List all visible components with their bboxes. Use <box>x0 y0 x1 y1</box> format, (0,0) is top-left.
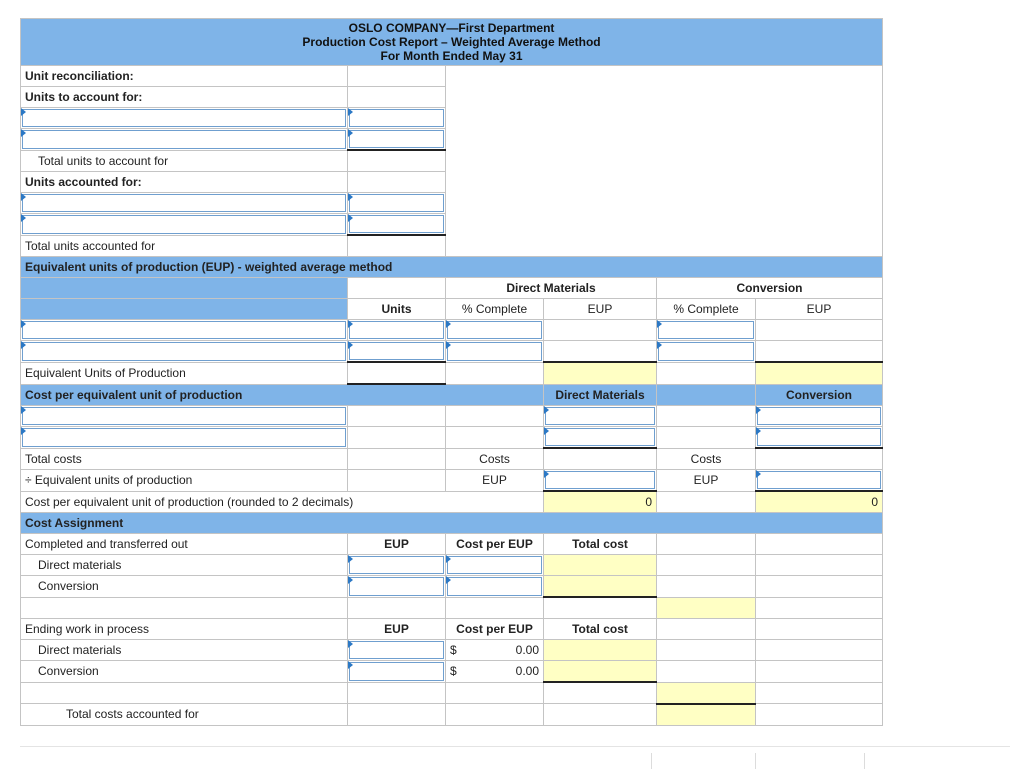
eup-conv-pct-input-2[interactable] <box>657 341 756 363</box>
cost-per-eup-title-row <box>21 384 883 406</box>
units-to-account-label: Units to account for: <box>21 87 348 108</box>
report-title: Production Cost Report – Weighted Average Method <box>302 35 601 49</box>
units-to-account-value-input-1[interactable] <box>348 108 446 129</box>
eup-title-row <box>21 257 883 278</box>
cost-dm-input-2[interactable] <box>544 427 657 449</box>
cost-per-eup-result-label: Cost per equivalent unit of production (rounded to 2 decimals) <box>21 491 544 513</box>
units-to-account-value-input-2[interactable] <box>348 129 446 151</box>
eup-label-input-1[interactable] <box>21 320 348 341</box>
divide-eup-row <box>21 470 883 492</box>
completed-dm-total-cost <box>544 555 657 576</box>
company-title: OSLO COMPANY—First Department <box>348 21 555 35</box>
report-period: For Month Ended May 31 <box>380 49 523 63</box>
currency-symbol: $ <box>450 664 457 679</box>
eup-conv-total <box>756 362 883 384</box>
eup-dm-pct-complete-header: % Complete <box>446 299 544 320</box>
ewip-dm-total-cost <box>544 640 657 661</box>
dm-cost-per-eup-result: 0 <box>544 491 657 513</box>
completed-total-cost-header: Total cost <box>544 534 657 555</box>
completed-subtotal-row <box>21 597 883 619</box>
dm-eup-caption: EUP <box>446 470 544 492</box>
completed-total-cost <box>657 597 756 619</box>
unit-reconciliation-row <box>21 66 883 87</box>
ewip-conv-eup-input[interactable] <box>348 661 446 683</box>
ewip-conv-cost-per-eup <box>446 661 544 683</box>
ending-wip-header-row <box>21 619 883 640</box>
total-costs-row <box>21 448 883 470</box>
completed-transferred-header-row <box>21 534 883 555</box>
completed-eup-header: EUP <box>348 534 446 555</box>
eup-conv-eup-value-1 <box>756 320 883 341</box>
tab-divider <box>755 753 756 769</box>
eup-total-label: Equivalent Units of Production <box>21 362 348 384</box>
eup-dm-pct-input-2[interactable] <box>446 341 544 363</box>
units-accounted-label-input-2[interactable] <box>21 214 348 236</box>
eup-total-units <box>348 362 446 384</box>
unit-reconciliation-blank-area <box>446 66 883 257</box>
conv-eup-divisor-input[interactable] <box>756 470 883 492</box>
cost-label-input-2[interactable] <box>21 427 348 449</box>
cost-assignment-title: Cost Assignment <box>21 513 883 534</box>
currency-symbol: $ <box>450 643 457 657</box>
dm-total-costs-value <box>544 448 657 470</box>
dm-eup-divisor-input[interactable] <box>544 470 657 492</box>
completed-dm-eup-input[interactable] <box>348 555 446 576</box>
ewip-total-cost <box>657 682 756 704</box>
total-costs-accounted-row <box>21 704 883 726</box>
cost-per-eup-title: Cost per equivalent unit of production <box>21 384 544 406</box>
ewip-conv-total-cost <box>544 661 657 683</box>
dm-costs-caption: Costs <box>446 448 544 470</box>
total-units-to-account-value <box>348 150 446 172</box>
completed-conv-cost-per-eup-input[interactable] <box>446 576 544 598</box>
eup-conv-pct-input-1[interactable] <box>657 320 756 341</box>
cost-input-row-1 <box>21 406 883 427</box>
cost-label-input-1[interactable] <box>21 406 348 427</box>
eup-column-header-row <box>21 299 883 320</box>
ending-wip-label: Ending work in process <box>21 619 348 640</box>
eup-total-row <box>21 362 883 384</box>
units-to-account-label-input-2[interactable] <box>21 129 348 151</box>
total-units-accounted-label: Total units accounted for <box>21 235 348 257</box>
cost-input-row-2 <box>21 427 883 449</box>
cost-dm-input-1[interactable] <box>544 406 657 427</box>
eup-conv-eup-value-2 <box>756 341 883 363</box>
ewip-conv-row <box>21 661 883 683</box>
completed-dm-label: Direct materials <box>21 555 348 576</box>
completed-dm-row <box>21 555 883 576</box>
completed-conv-eup-input[interactable] <box>348 576 446 598</box>
conv-total-costs-value <box>756 448 883 470</box>
unit-reconciliation-title: Unit reconciliation: <box>21 66 348 87</box>
ewip-dm-label: Direct materials <box>21 640 348 661</box>
eup-dm-eup-value-1 <box>544 320 657 341</box>
ewip-conv-label: Conversion <box>21 661 348 683</box>
eup-units-input-2[interactable] <box>348 341 446 363</box>
total-units-accounted-value <box>348 235 446 257</box>
eup-dm-eup-header: EUP <box>544 299 657 320</box>
report-table <box>20 18 883 726</box>
eup-dm-pct-input-1[interactable] <box>446 320 544 341</box>
ewip-cost-per-eup-header: Cost per EUP <box>446 619 544 640</box>
eup-input-row-2 <box>21 341 883 363</box>
cost-conv-input-1[interactable] <box>756 406 883 427</box>
total-costs-accounted-value <box>657 704 756 726</box>
eup-conversion-group-header: Conversion <box>657 278 883 299</box>
completed-conv-label: Conversion <box>21 576 348 598</box>
eup-label-input-2[interactable] <box>21 341 348 363</box>
units-accounted-for-label: Units accounted for: <box>21 172 348 193</box>
total-costs-accounted-label: Total costs accounted for <box>21 704 348 726</box>
ewip-dm-row <box>21 640 883 661</box>
eup-dm-group-header: Direct Materials <box>446 278 657 299</box>
eup-title: Equivalent units of production (EUP) - weighted average method <box>21 257 883 278</box>
units-accounted-value-input-2[interactable] <box>348 214 446 236</box>
ewip-dm-eup-input[interactable] <box>348 640 446 661</box>
conv-cost-per-eup-result: 0 <box>756 491 883 513</box>
conv-eup-caption: EUP <box>657 470 756 492</box>
bottom-tab-strip <box>20 746 1010 769</box>
eup-group-header-row <box>21 278 883 299</box>
cost-assignment-title-row <box>21 513 883 534</box>
eup-conv-pct-complete-header: % Complete <box>657 299 756 320</box>
completed-conv-total-cost <box>544 576 657 598</box>
eup-conv-eup-header: EUP <box>756 299 883 320</box>
tab-divider <box>864 753 865 769</box>
cost-per-eup-conv-header: Conversion <box>756 384 883 406</box>
eup-dm-eup-value-2 <box>544 341 657 363</box>
eup-input-row-1 <box>21 320 883 341</box>
report-header <box>21 19 883 66</box>
eup-units-input-1[interactable] <box>348 320 446 341</box>
cost-per-eup-dm-header: Direct Materials <box>544 384 657 406</box>
ewip-total-cost-header: Total cost <box>544 619 657 640</box>
eup-units-header: Units <box>348 299 446 320</box>
tab-divider <box>651 753 652 769</box>
ewip-dm-cost-value: 0.00 <box>515 643 539 657</box>
ewip-dm-cost-per-eup <box>446 640 544 661</box>
ewip-conv-cost-value: 0.00 <box>515 664 539 679</box>
cost-per-eup-result-row <box>21 491 883 513</box>
total-units-to-account-label: Total units to account for <box>21 150 348 172</box>
completed-cost-per-eup-header: Cost per EUP <box>446 534 544 555</box>
ewip-subtotal-row <box>21 682 883 704</box>
completed-dm-cost-per-eup-input[interactable] <box>446 555 544 576</box>
completed-conv-row <box>21 576 883 598</box>
production-cost-report <box>20 18 882 726</box>
total-costs-label: Total costs <box>21 448 348 470</box>
units-to-account-label-input-1[interactable] <box>21 108 348 129</box>
units-accounted-label-input-1[interactable] <box>21 193 348 214</box>
eup-dm-total <box>544 362 657 384</box>
cost-conv-input-2[interactable] <box>756 427 883 449</box>
report-header-row <box>21 19 883 66</box>
divide-eup-label: ÷ Equivalent units of production <box>21 470 348 492</box>
ewip-eup-header: EUP <box>348 619 446 640</box>
units-accounted-value-input-1[interactable] <box>348 193 446 214</box>
conv-costs-caption: Costs <box>657 448 756 470</box>
completed-transferred-label: Completed and transferred out <box>21 534 348 555</box>
